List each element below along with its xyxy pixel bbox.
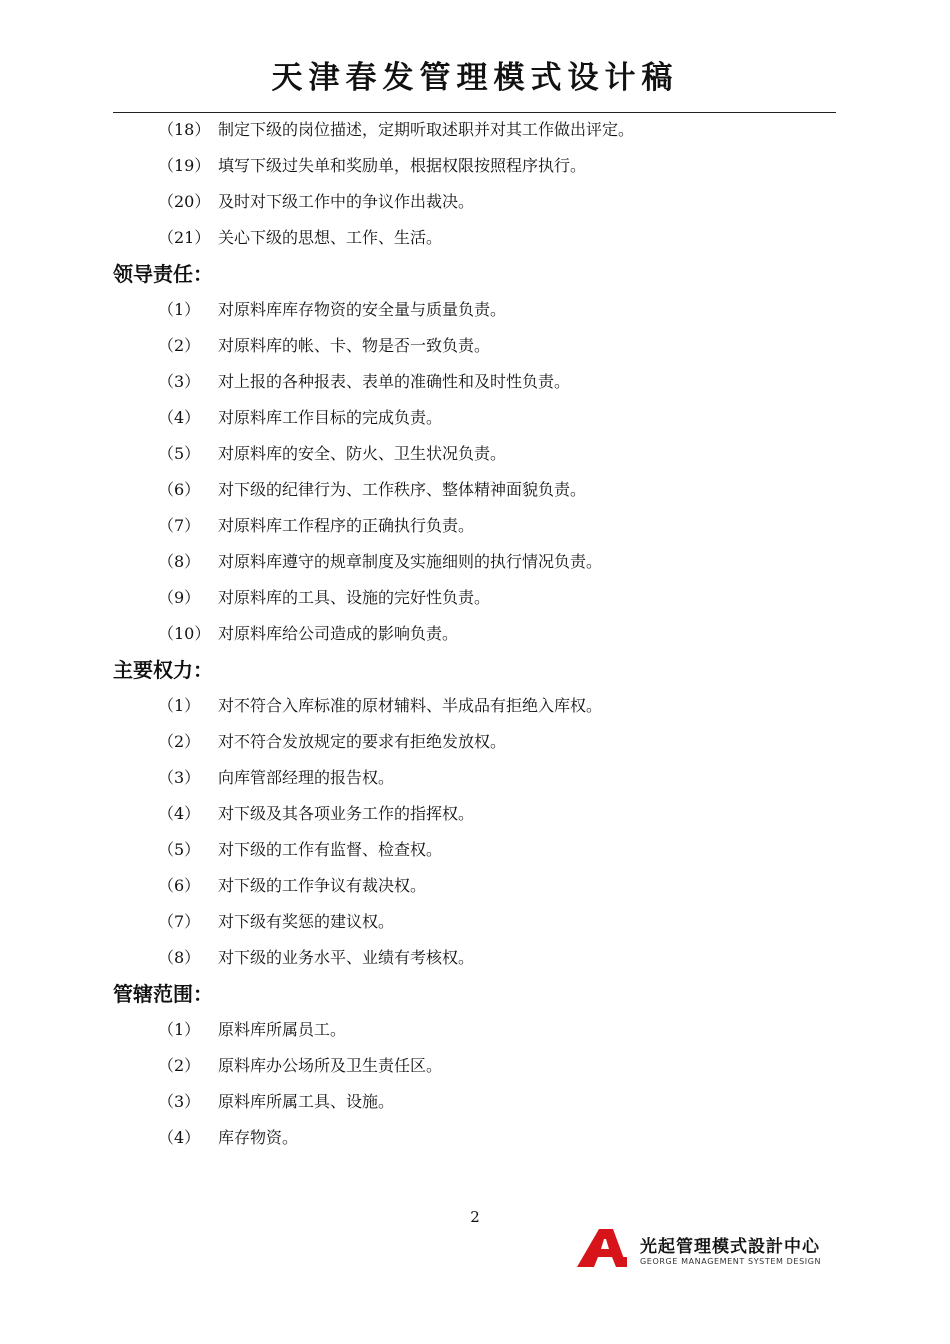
item-text: 对下级的纪律行为、工作秩序、整体精神面貌负责。 <box>218 480 587 499</box>
list-item <box>113 112 836 148</box>
item-text: 对原料库库存物资的安全量与质量负责。 <box>218 300 507 319</box>
list-item <box>113 1012 836 1048</box>
list-item <box>113 868 836 904</box>
list-item <box>113 940 836 976</box>
list-item <box>113 688 836 724</box>
item-number: （7） <box>158 912 201 931</box>
item-number: （18） <box>158 120 211 139</box>
item-number: （4） <box>158 1128 201 1147</box>
item-number: （1） <box>158 1020 201 1039</box>
item-text: 对下级的业务水平、业绩有考核权。 <box>218 948 475 967</box>
item-text: 原料库所属员工。 <box>218 1020 347 1039</box>
item-text: 对原料库给公司造成的影响负责。 <box>218 624 459 643</box>
list-item <box>113 508 836 544</box>
list-item <box>113 724 836 760</box>
list-item <box>113 544 836 580</box>
item-text: 库存物资。 <box>218 1128 299 1147</box>
list-item <box>113 1084 836 1120</box>
page-title: 天津春发管理模式设计稿 <box>271 60 679 96</box>
item-text: 对不符合发放规定的要求有拒绝发放权。 <box>218 732 507 751</box>
item-text: 对原料库工作程序的正确执行负责。 <box>218 516 475 535</box>
item-number: （5） <box>158 840 201 859</box>
list-item <box>113 328 836 364</box>
item-text: 对下级的工作有监督、检查权。 <box>218 840 443 859</box>
list-item <box>113 436 836 472</box>
item-number: （5） <box>158 444 201 463</box>
item-text: 对下级的工作争议有裁决权。 <box>218 876 427 895</box>
list-item <box>113 1048 836 1084</box>
item-number: （3） <box>158 768 201 787</box>
item-text: 对原料库的安全、防火、卫生状况负责。 <box>218 444 507 463</box>
list-item <box>113 760 836 796</box>
scope-list <box>113 1012 836 1156</box>
list-item <box>113 796 836 832</box>
section-heading-leadership: 领导责任： <box>113 262 213 286</box>
list-item <box>113 472 836 508</box>
item-text: 原料库所属工具、设施。 <box>218 1092 395 1111</box>
list-item <box>113 1120 836 1156</box>
list-item <box>113 220 836 256</box>
section-heading-scope: 管辖范围： <box>113 982 213 1006</box>
item-number: （1） <box>158 300 201 319</box>
page-number: 2 <box>470 1208 480 1226</box>
item-number: （2） <box>158 336 201 355</box>
item-text: 对原料库工作目标的完成负责。 <box>218 408 443 427</box>
leadership-list <box>113 292 836 652</box>
logo-english-name: GEORGE MANAGEMENT SYSTEM DESIGN <box>640 1257 822 1266</box>
item-number: （6） <box>158 480 201 499</box>
item-number: （20） <box>158 192 211 211</box>
item-number: （10） <box>158 624 211 643</box>
item-text: 填写下级过失单和奖励单，根据权限按照程序执行。 <box>218 156 587 175</box>
item-number: （8） <box>158 948 201 967</box>
item-text: 关心下级的思想、工作、生活。 <box>218 228 443 247</box>
item-text: 对原料库的帐、卡、物是否一致负责。 <box>218 336 491 355</box>
item-number: （2） <box>158 1056 201 1075</box>
item-text: 制定下级的岗位描述，定期听取述职并对其工作做出评定。 <box>218 120 635 139</box>
powers-list <box>113 688 836 976</box>
footer-logo <box>577 1227 839 1269</box>
document-body <box>113 112 836 1156</box>
list-item <box>113 400 836 436</box>
item-number: （1） <box>158 696 201 715</box>
item-number: （9） <box>158 588 201 607</box>
item-text: 对原料库的工具、设施的完好性负责。 <box>218 588 491 607</box>
item-number: （7） <box>158 516 201 535</box>
section-heading-powers: 主要权力： <box>113 658 213 682</box>
item-number: （6） <box>158 876 201 895</box>
list-item <box>113 832 836 868</box>
item-number: （8） <box>158 552 201 571</box>
item-number: （3） <box>158 372 201 391</box>
item-number: （21） <box>158 228 211 247</box>
list-item <box>113 904 836 940</box>
item-number: （4） <box>158 408 201 427</box>
item-text: 对原料库遵守的规章制度及实施细则的执行情况负责。 <box>218 552 603 571</box>
item-text: 原料库办公场所及卫生责任区。 <box>218 1056 443 1075</box>
logo-a-icon <box>577 1227 637 1269</box>
item-number: （19） <box>158 156 211 175</box>
item-text: 对不符合入库标准的原材辅料、半成品有拒绝入库权。 <box>218 696 603 715</box>
item-text: 及时对下级工作中的争议作出裁决。 <box>218 192 475 211</box>
item-number: （2） <box>158 732 201 751</box>
item-number: （4） <box>158 804 201 823</box>
item-text: 对上报的各种报表、表单的准确性和及时性负责。 <box>218 372 571 391</box>
continuation-list <box>113 112 836 256</box>
list-item <box>113 148 836 184</box>
item-text: 向库管部经理的报告权。 <box>218 768 395 787</box>
item-text: 对下级有奖惩的建议权。 <box>218 912 395 931</box>
list-item <box>113 364 836 400</box>
list-item <box>113 184 836 220</box>
logo-chinese-name: 光起管理模式設計中心 <box>640 1237 820 1257</box>
list-item <box>113 580 836 616</box>
list-item <box>113 292 836 328</box>
item-text: 对下级及其各项业务工作的指挥权。 <box>218 804 475 823</box>
list-item <box>113 616 836 652</box>
item-number: （3） <box>158 1092 201 1111</box>
